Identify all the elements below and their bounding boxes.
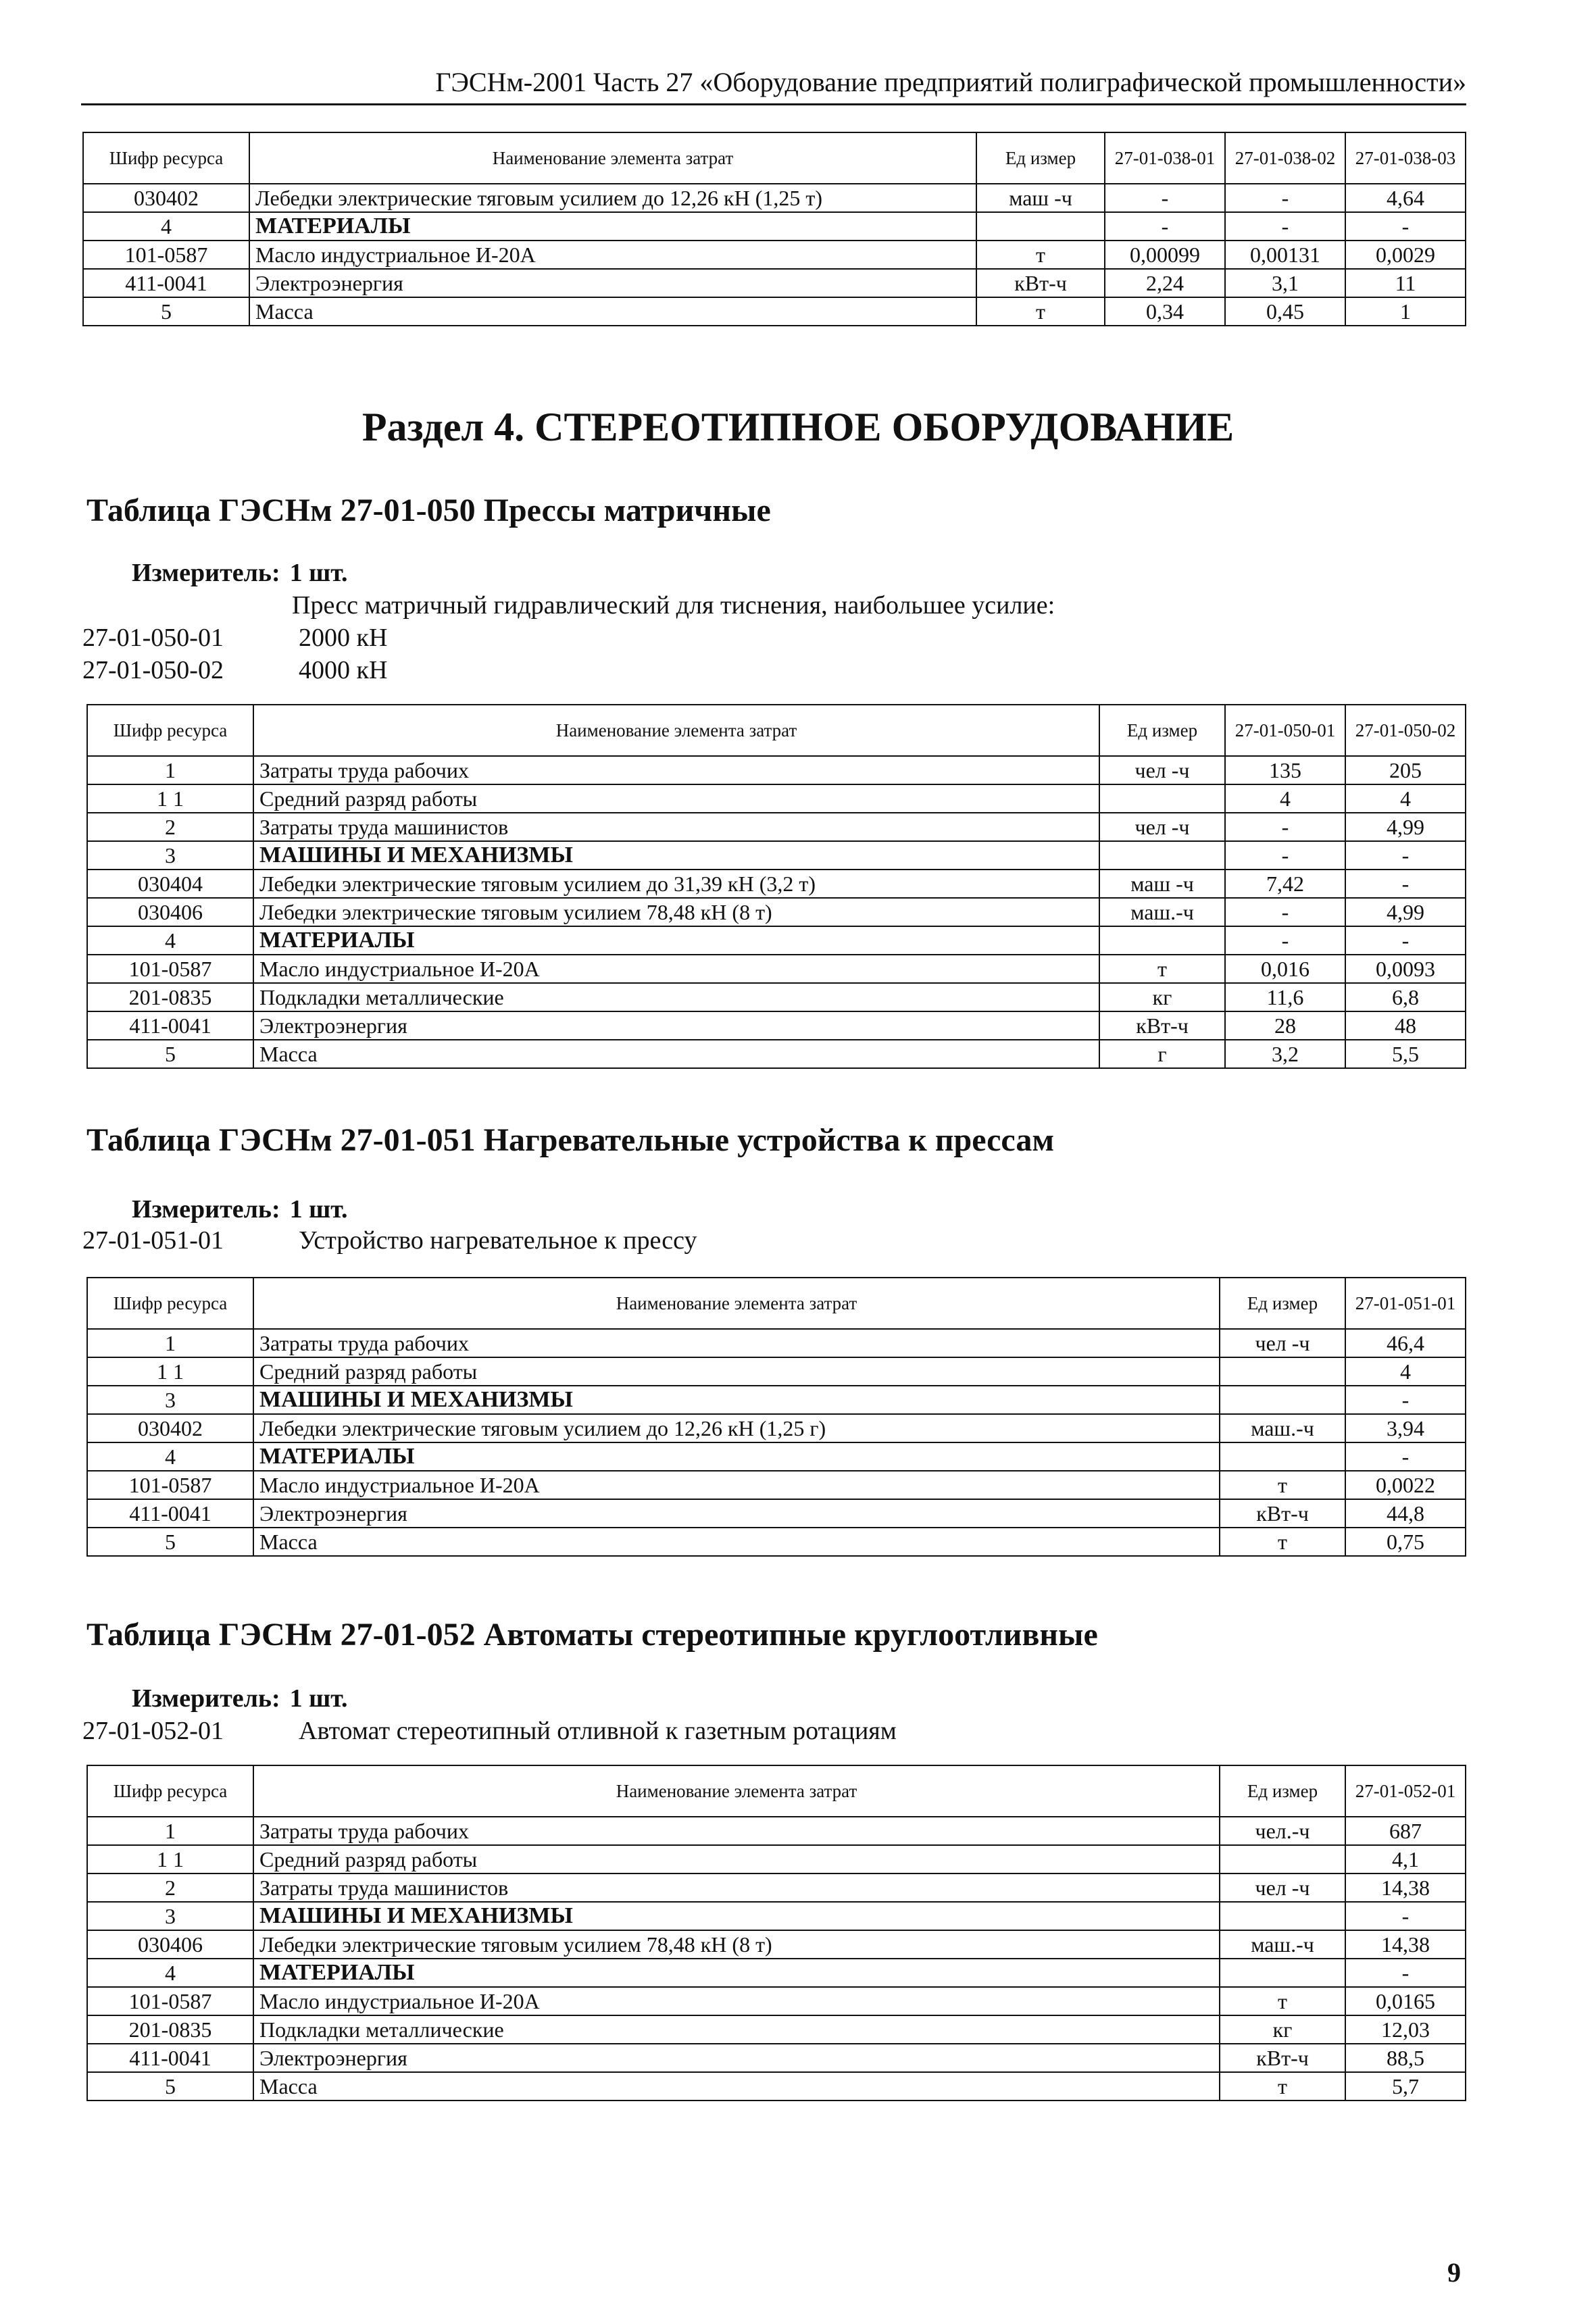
cell-unit [1220,1845,1345,1873]
table-header-row [83,132,1466,184]
cell-code: 1 1 [87,784,253,813]
cell-value: 11,6 [1225,983,1345,1011]
cell-value: 28 [1225,1011,1345,1040]
page-number: 9 [1447,2257,1461,2288]
cell-value: 4,64 [1345,184,1466,212]
cell-name: Лебедки электрические тяговым усилием до 12,26 кН (1,25 т) [249,184,976,212]
cell-value: 44,8 [1345,1499,1466,1528]
table-row [87,2044,1466,2072]
header-code: Шифр ресурса [87,1278,253,1329]
cell-value: 0,0029 [1345,241,1466,269]
cell-code: 5 [87,1528,253,1556]
cell-value: - [1225,926,1345,955]
table-row [87,1987,1466,2015]
cell-value: 0,00131 [1225,241,1345,269]
cell-code: 030404 [87,870,253,898]
cell-value: - [1345,1442,1466,1471]
cell-unit [1220,1357,1345,1386]
cell-code: 3 [87,1902,253,1930]
cell-name: Лебедки электрические тяговым усилием до 12,26 кН (1,25 г) [253,1414,1220,1442]
cell-unit: кг [1099,983,1225,1011]
cell-code: 1 [87,1329,253,1357]
cell-name: Электроэнергия [249,269,976,297]
cell-value: - [1225,212,1345,241]
cell-name: МАШИНЫ И МЕХАНИЗМЫ [253,1902,1220,1930]
cell-name: МАТЕРИАЛЫ [253,1442,1220,1471]
cell-unit: т [1220,2072,1345,2101]
table-row [87,1959,1466,1987]
header-name: Наименование элемента затрат [253,1278,1220,1329]
cell-value: 5,7 [1345,2072,1466,2101]
cell-value: 0,45 [1225,297,1345,326]
code-item-code: 27-01-051-01 [82,1226,224,1255]
header-name: Наименование элемента затрат [249,132,976,184]
cell-name: Лебедки электрические тяговым усилием 78,48 кН (8 т) [253,898,1099,926]
code-item-code: 27-01-050-02 [82,656,224,684]
cell-code: 1 1 [87,1357,253,1386]
cell-code: 5 [87,2072,253,2101]
measure-052 [132,1684,348,1713]
table-27-01-052 [86,1765,1466,2101]
cell-unit: чел -ч [1220,1873,1345,1902]
cell-code: 411-0041 [87,1499,253,1528]
cell-unit: чел -ч [1099,813,1225,841]
cell-unit [1220,1902,1345,1930]
cell-code: 411-0041 [87,2044,253,2072]
cell-name: Электроэнергия [253,2044,1220,2072]
cell-code: 3 [87,1386,253,1414]
cell-value: 205 [1345,756,1466,784]
header-rate-code: 27-01-051-01 [1345,1278,1466,1329]
cell-name: МАТЕРИАЛЫ [253,1959,1220,1987]
cell-value: 2,24 [1105,269,1225,297]
cell-value: - [1225,813,1345,841]
cell-code: 030406 [87,898,253,926]
cell-value: 3,2 [1225,1040,1345,1068]
table-row [87,1011,1466,1040]
cell-name: Затраты труда машинистов [253,1873,1220,1902]
table-row [83,212,1466,241]
cell-code: 411-0041 [83,269,249,297]
cell-unit: маш.-ч [1220,1930,1345,1959]
header-unit: Ед измер [1099,705,1225,756]
cell-value: - [1225,898,1345,926]
cell-name: Масса [249,297,976,326]
cell-unit [1220,1442,1345,1471]
cell-code: 101-0587 [87,1471,253,1499]
cell-name: Электроэнергия [253,1499,1220,1528]
cell-unit: кВт-ч [1099,1011,1225,1040]
table-27-01-051 [86,1277,1466,1557]
cell-code: 411-0041 [87,1011,253,1040]
cell-unit: т [1220,1528,1345,1556]
cell-value: 5,5 [1345,1040,1466,1068]
header-rate-code: 27-01-052-01 [1345,1765,1466,1817]
code-item [82,622,1055,654]
cell-code: 4 [87,1959,253,1987]
cell-value: 4,1 [1345,1845,1466,1873]
table-27-01-038-continuation [82,132,1466,326]
cell-value: 11 [1345,269,1466,297]
cell-value: 46,4 [1345,1329,1466,1357]
table-row [87,870,1466,898]
header-code: Шифр ресурса [87,705,253,756]
table-27-01-050 [86,704,1466,1069]
cell-unit: маш.-ч [1220,1414,1345,1442]
cell-value: 12,03 [1345,2015,1466,2044]
cell-unit [1220,1959,1345,1987]
header-name: Наименование элемента затрат [253,1765,1220,1817]
cell-value: 14,38 [1345,1873,1466,1902]
cell-unit: кВт-ч [1220,2044,1345,2072]
codes-051 [82,1224,697,1257]
header-unit: Ед измер [1220,1278,1345,1329]
cell-name: Лебедки электрические тяговым усилием до 31,39 кН (3,2 т) [253,870,1099,898]
cell-value: - [1105,184,1225,212]
cell-value: 7,42 [1225,870,1345,898]
table-header-row [87,1765,1466,1817]
header-code: Шифр ресурса [83,132,249,184]
cell-name: Подкладки металлические [253,2015,1220,2044]
cell-value: 4 [1345,784,1466,813]
table-row [87,2015,1466,2044]
cell-name: Лебедки электрические тяговым усилием 78,48 кН (8 т) [253,1930,1220,1959]
cell-code: 030402 [83,184,249,212]
cell-value: - [1345,212,1466,241]
cell-value: 3,1 [1225,269,1345,297]
cell-code: 101-0587 [87,1987,253,2015]
cell-unit: кВт-ч [1220,1499,1345,1528]
header-name: Наименование элемента затрат [253,705,1099,756]
measure-label: Измеритель: [132,559,280,587]
table-row [87,1845,1466,1873]
cell-code: 101-0587 [87,955,253,983]
cell-value: 3,94 [1345,1414,1466,1442]
cell-unit: маш -ч [1099,870,1225,898]
cell-name: Затраты труда рабочих [253,1329,1220,1357]
header-rate-code: 27-01-038-02 [1225,132,1345,184]
table-row [87,1902,1466,1930]
cell-code: 030402 [87,1414,253,1442]
cell-value: 0,00099 [1105,241,1225,269]
header-code: Шифр ресурса [87,1765,253,1817]
cell-code: 1 [87,756,253,784]
table-row [87,1357,1466,1386]
cell-value: 6,8 [1345,983,1466,1011]
cell-name: МАТЕРИАЛЫ [249,212,976,241]
cell-unit: т [1220,1987,1345,2015]
table-row [87,1930,1466,1959]
cell-value: - [1225,841,1345,870]
cell-value: 0,0022 [1345,1471,1466,1499]
cell-value: - [1225,184,1345,212]
cell-value: 88,5 [1345,2044,1466,2072]
header-rate-code: 27-01-050-02 [1345,705,1466,756]
cell-unit: маш -ч [976,184,1105,212]
section-title: Раздел 4. СТЕРЕОТИПНОЕ ОБОРУДОВАНИЕ [361,405,1235,449]
cell-unit [1099,926,1225,955]
cell-name: МАШИНЫ И МЕХАНИЗМЫ [253,1386,1220,1414]
cell-value: 0,0093 [1345,955,1466,983]
page-header: ГЭСНм-2001 Часть 27 «Оборудование предприятий полиграфической промышленности» [81,66,1466,105]
cell-name: Затраты труда машинистов [253,813,1099,841]
code-item [82,1715,897,1747]
cell-name: Масса [253,1528,1220,1556]
table-row [87,1040,1466,1068]
code-item-text: Устройство нагревательное к прессу [299,1226,697,1255]
header-rate-code: 27-01-038-01 [1105,132,1225,184]
cell-unit: т [976,241,1105,269]
table-row [87,1499,1466,1528]
cell-name: Масло индустриальное И-20А [249,241,976,269]
cell-unit: чел -ч [1220,1329,1345,1357]
cell-value: - [1105,212,1225,241]
header-unit: Ед измер [1220,1765,1345,1817]
cell-code: 2 [87,813,253,841]
cell-unit: т [1220,1471,1345,1499]
cell-unit: чел.-ч [1220,1817,1345,1845]
measure-label: Измеритель: [132,1195,280,1224]
cell-value: - [1345,841,1466,870]
cell-value: 48 [1345,1011,1466,1040]
code-item [82,1224,697,1257]
cell-name: Затраты труда рабочих [253,756,1099,784]
cell-name: Электроэнергия [253,1011,1099,1040]
table-row [87,784,1466,813]
table-row [87,1471,1466,1499]
table-row [87,955,1466,983]
cell-name: Средний разряд работы [253,784,1099,813]
codes-050 [82,589,1055,686]
cell-code: 030406 [87,1930,253,1959]
cell-unit: г [1099,1040,1225,1068]
cell-value: 4,99 [1345,898,1466,926]
codes-052 [82,1715,897,1747]
cell-unit [1099,784,1225,813]
cell-name: Масса [253,1040,1099,1068]
table-row [87,1528,1466,1556]
header-unit: Ед измер [976,132,1105,184]
table-title-050: Таблица ГЭСНм 27-01-050 Прессы матричные [86,493,771,528]
cell-value: - [1345,870,1466,898]
cell-value: 4 [1225,784,1345,813]
cell-code: 2 [87,1873,253,1902]
table-row [87,898,1466,926]
measure-050 [132,558,348,588]
cell-unit: маш.-ч [1099,898,1225,926]
cell-value: 0,75 [1345,1528,1466,1556]
code-item [82,654,1055,686]
cell-name: МАШИНЫ И МЕХАНИЗМЫ [253,841,1099,870]
cell-code: 201-0835 [87,983,253,1011]
cell-code: 4 [83,212,249,241]
cell-value: 1 [1345,297,1466,326]
table-row [83,184,1466,212]
cell-code: 5 [83,297,249,326]
table-row [87,1329,1466,1357]
cell-name: Масло индустриальное И-20А [253,1471,1220,1499]
cell-name: МАТЕРИАЛЫ [253,926,1099,955]
header-rate-code: 27-01-038-03 [1345,132,1466,184]
table-row [87,926,1466,955]
header-rate-code: 27-01-050-01 [1225,705,1345,756]
measure-value: 1 шт. [289,1195,348,1224]
cell-value: 687 [1345,1817,1466,1845]
table-row [87,1414,1466,1442]
cell-value: - [1345,1386,1466,1414]
measure-value: 1 шт. [289,1684,348,1713]
measure-051 [132,1194,348,1224]
code-item-code: 27-01-050-01 [82,624,224,652]
cell-value: 4 [1345,1357,1466,1386]
code-item-text: 2000 кН [299,624,388,652]
cell-code: 201-0835 [87,2015,253,2044]
cell-code: 4 [87,1442,253,1471]
cell-name: Подкладки металлические [253,983,1099,1011]
cell-code: 3 [87,841,253,870]
cell-unit: т [976,297,1105,326]
cell-unit [1220,1386,1345,1414]
cell-code: 1 1 [87,1845,253,1873]
table-row [87,2072,1466,2101]
measure-value: 1 шт. [289,559,348,587]
cell-value: - [1345,926,1466,955]
cell-value: 4,99 [1345,813,1466,841]
table-row [87,983,1466,1011]
cell-value: 0,016 [1225,955,1345,983]
cell-name: Масса [253,2072,1220,2101]
codes-intro: Пресс матричный гидравлический для тиснения, наибольшее усилие: [292,591,1055,620]
code-item-code: 27-01-052-01 [82,1717,224,1745]
cell-unit [976,212,1105,241]
cell-unit: кг [1220,2015,1345,2044]
code-item-text: Автомат стереотипный отливной к газетным ротациям [299,1717,897,1745]
cell-code: 1 [87,1817,253,1845]
cell-unit: чел -ч [1099,756,1225,784]
cell-value: 0,0165 [1345,1987,1466,2015]
table-row [87,1386,1466,1414]
cell-value: - [1345,1902,1466,1930]
table-row [87,756,1466,784]
table-row [87,813,1466,841]
table-row [87,1442,1466,1471]
cell-code: 101-0587 [83,241,249,269]
table-title-052: Таблица ГЭСНм 27-01-052 Автоматы стереотипные круглоотливные [86,1617,1098,1653]
cell-name: Масло индустриальное И-20А [253,1987,1220,2015]
cell-value: 14,38 [1345,1930,1466,1959]
table-row [87,1873,1466,1902]
cell-name: Средний разряд работы [253,1357,1220,1386]
measure-label: Измеритель: [132,1684,280,1713]
code-item-text: 4000 кН [299,656,388,684]
cell-code: 5 [87,1040,253,1068]
table-row [87,1817,1466,1845]
table-header-row [87,1278,1466,1329]
table-row [83,297,1466,326]
cell-unit [1099,841,1225,870]
table-title-051: Таблица ГЭСНм 27-01-051 Нагревательные устройства к прессам [86,1122,1055,1158]
cell-value: 0,34 [1105,297,1225,326]
table-row [87,841,1466,870]
cell-name: Средний разряд работы [253,1845,1220,1873]
table-row [83,269,1466,297]
table-row [83,241,1466,269]
table-header-row [87,705,1466,756]
cell-value: 135 [1225,756,1345,784]
cell-name: Затраты труда рабочих [253,1817,1220,1845]
cell-unit: т [1099,955,1225,983]
cell-value: - [1345,1959,1466,1987]
cell-unit: кВт-ч [976,269,1105,297]
cell-name: Масло индустриальное И-20А [253,955,1099,983]
cell-code: 4 [87,926,253,955]
